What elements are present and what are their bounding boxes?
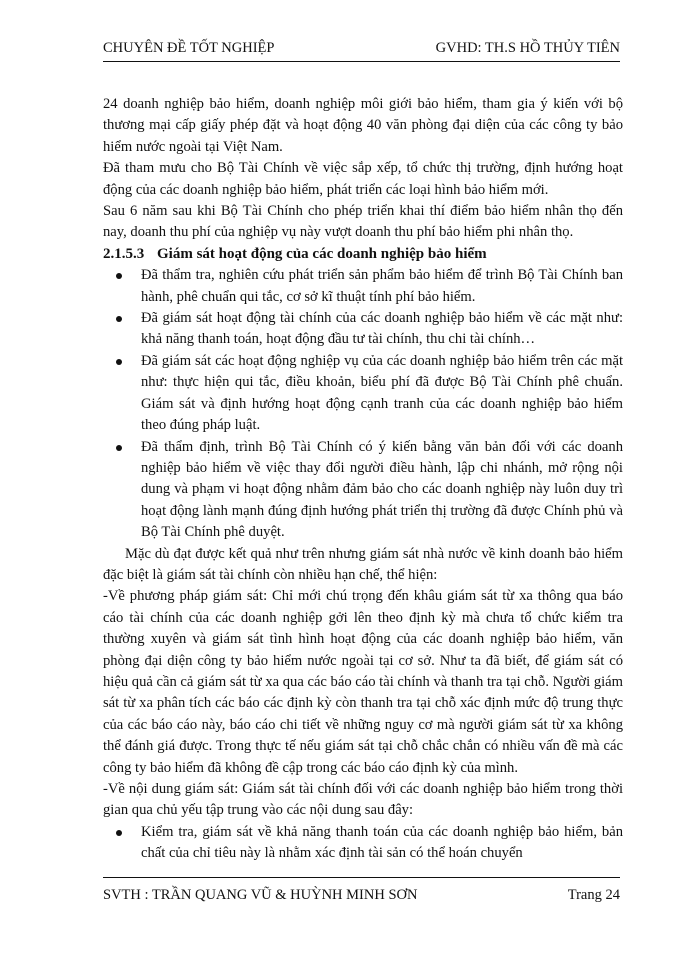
footer-authors: SVTH : TRẦN QUANG VŨ & HUỲNH MINH SƠN	[103, 887, 418, 903]
bullet-icon	[116, 316, 122, 322]
bullet-list-content	[103, 822, 623, 865]
section-title: Giám sát hoạt động của các doanh nghiệp bảo hiểm	[157, 245, 487, 262]
list-item-text: Đã thẩm tra, nghiên cứu phát triển sản phẩm bảo hiểm để trình Bộ Tài Chính ban hành, phê chuẩn qui tắc, cơ sở kĩ thuật tính phí bảo hiểm.	[141, 267, 623, 305]
page-footer	[103, 877, 620, 904]
header-title: CHUYÊN ĐỀ TỐT NGHIỆP	[103, 40, 275, 56]
list-item	[103, 822, 623, 865]
page-header	[103, 40, 620, 62]
list-item-text: Đã giám sát hoạt động tài chính của các doanh nghiệp bảo hiểm về các mặt như: khả năng thanh toán, hoạt động đầu tư tài chính, thu chi tài chính…	[141, 310, 623, 348]
list-item	[103, 351, 623, 437]
paragraph-2: Đã tham mưu cho Bộ Tài Chính về việc sắp xếp, tổ chức thị trường, định hướng hoạt động của các doanh nghiệp bảo hiểm, phát triển các loại hình bảo hiểm mới.	[103, 160, 623, 198]
paragraph-5: -Về phương pháp giám sát: Chỉ mới chú trọng đến khâu giám sát từ xa thông qua báo cáo tài chính của các doanh nghiệp gởi lên theo định kỳ mà chưa tổ chức kiểm tra thường xuyên và giám sát tình hình hoạt động của các doanh nghiệp bảo hiểm, văn phòng đại diện công ty bảo hiểm nước ngoài tại cơ sở. Như ta đã biết, để giám sát có hiệu quả cần cả giám sát từ xa qua các báo cáo tài chính và thanh tra tại chỗ. Người giám sát từ xa phân tích các báo các định kỳ còn thanh tra tại chỗ xác định mức độ trung thực của các báo cáo này, báo cáo chi tiết về những nguy cơ mà người giám sát từ xa không thể đánh giá được. Trong thực tế nếu giám sát tại chỗ chắc chắn có nhiều vấn đề mà các công ty bảo hiểm đã không đề cập trong các báo cáo định kỳ của mình.	[103, 588, 623, 776]
paragraph-4: Mặc dù đạt được kết quả như trên nhưng giám sát nhà nước về kinh doanh bảo hiểm đặc biệt là giám sát tài chính còn nhiều hạn chế, thể hiện:	[103, 545, 623, 583]
bullet-icon	[116, 445, 122, 451]
bullet-icon	[116, 830, 122, 836]
list-item-text: Đã thẩm định, trình Bộ Tài Chính có ý kiến bằng văn bản đối với các doanh nghiệp bảo hiểm về việc thay đổi người điều hành, lập chi nhánh, mở rộng nội dung và phạm vi hoạt động nhằm đảm bảo cho các doanh nghiệp này luôn duy trì hoạt động lành mạnh đúng định hướng phát triển thị trường đã được Chính phủ và Bộ Tài Chính phê duyệt.	[141, 438, 623, 541]
page-number: Trang 24	[567, 887, 620, 903]
bullet-icon	[116, 273, 122, 279]
bullet-list-supervision	[103, 265, 623, 543]
list-item	[103, 308, 623, 351]
paragraph-6: -Về nội dung giám sát: Giám sát tài chính đối với các doanh nghiệp bảo hiểm trong thời gian qua chủ yếu tập trung vào các nội dung sau đây:	[103, 781, 623, 819]
page-body	[103, 94, 623, 865]
paragraph-3: Sau 6 năm sau khi Bộ Tài Chính cho phép triển khai thí điểm bảo hiểm nhân thọ đến nay, doanh thu phí của nghiệp vụ này vượt doanh thu phí bảo hiểm phi nhân thọ.	[103, 203, 623, 241]
section-number: 2.1.5.3	[103, 245, 145, 262]
list-item	[103, 265, 623, 308]
header-advisor: GVHD: TH.S HỒ THỦY TIÊN	[435, 40, 620, 56]
list-item-text: Đã giám sát các hoạt động nghiệp vụ của các doanh nghiệp bảo hiểm trên các mặt như: thực hiện qui tắc, điều khoản, biểu phí đã được Bộ Tài Chính phê chuẩn. Giám sát và định hướng hoạt động cạnh tranh của các doanh nghiệp bảo hiểm theo đúng pháp luật.	[141, 352, 623, 434]
bullet-icon	[116, 359, 122, 365]
section-heading	[103, 244, 623, 265]
paragraph-1: 24 doanh nghiệp bảo hiểm, doanh nghiệp môi giới bảo hiểm, tham gia ý kiến với bộ thương mại cấp giấy phép đặt và hoạt động 40 văn phòng đại diện của các công ty bảo hiểm nước ngoài tại Việt Nam.	[103, 96, 623, 155]
list-item-text: Kiểm tra, giám sát về khả năng thanh toán của các doanh nghiệp bảo hiểm, bản chất của chỉ tiêu này là nhằm xác định tài sản có thể hoán chuyển	[141, 823, 623, 862]
list-item	[103, 437, 623, 544]
